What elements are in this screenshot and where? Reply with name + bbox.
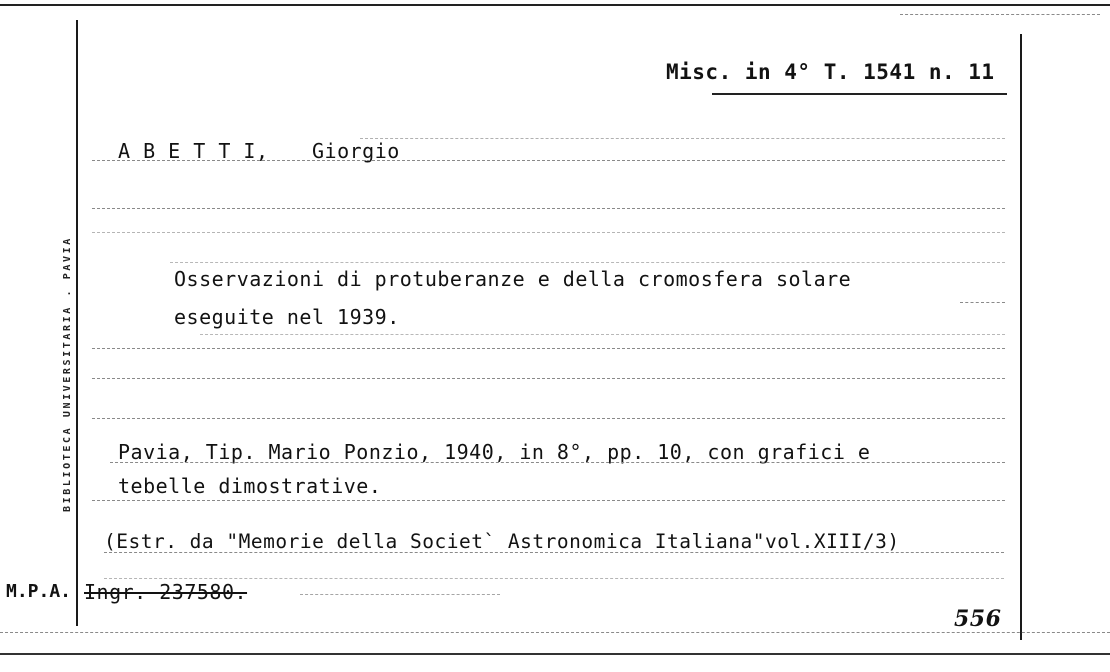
ruled-line-11: [92, 500, 1005, 501]
ruled-line-1b: [360, 138, 1005, 139]
title-line-2: eseguite nel 1939.: [174, 305, 400, 329]
shelfmark: Misc. in 4° T. 1541 n. 11: [666, 60, 995, 84]
imprint-line-2: tebelle dimostrative.: [118, 474, 382, 498]
handwritten-number: 556: [954, 606, 1002, 632]
right-margin-line: [1020, 34, 1022, 640]
title-line-1: Osservazioni di protuberanze e della cromosfera solare: [174, 267, 852, 291]
bottom-line-1: [0, 632, 1110, 633]
top-border-line-2: [900, 14, 1100, 15]
ruled-line-4: [170, 262, 1005, 263]
accession-number: Ingr. 237580.: [84, 580, 248, 604]
ruled-line-6: [200, 334, 1005, 335]
ruled-line-13: [104, 578, 1004, 579]
ruled-line-8: [92, 378, 1005, 379]
bottom-line-2: [0, 653, 1110, 655]
top-border-line: [0, 4, 1110, 6]
extract-note: (Estr. da "Memorie della Societ` Astronomica Italiana"vol.XIII/3): [104, 530, 900, 553]
accession-mark: M.P.A.: [6, 581, 72, 602]
ruled-line-1: [92, 160, 1005, 161]
shelfmark-underline: [712, 93, 1007, 95]
library-sidebar-label: BIBLIOTECA UNIVERSITARIA . PAVIA: [62, 236, 73, 512]
ruled-line-7: [92, 348, 1005, 349]
left-margin-line: [76, 20, 78, 626]
ruled-line-12: [104, 552, 1004, 553]
ruled-line-2: [92, 208, 1005, 209]
ruled-line-5: [960, 302, 1005, 303]
author-given-name: Giorgio: [312, 139, 400, 163]
imprint-line-1: Pavia, Tip. Mario Ponzio, 1940, in 8°, pp. 10, con grafici e: [118, 440, 871, 464]
ruled-line-3: [92, 232, 1005, 233]
ruled-line-9: [92, 418, 1005, 419]
author-surname: A B E T T I,: [118, 139, 269, 163]
ruled-line-10: [110, 462, 1005, 463]
ruled-line-14: [300, 594, 500, 595]
